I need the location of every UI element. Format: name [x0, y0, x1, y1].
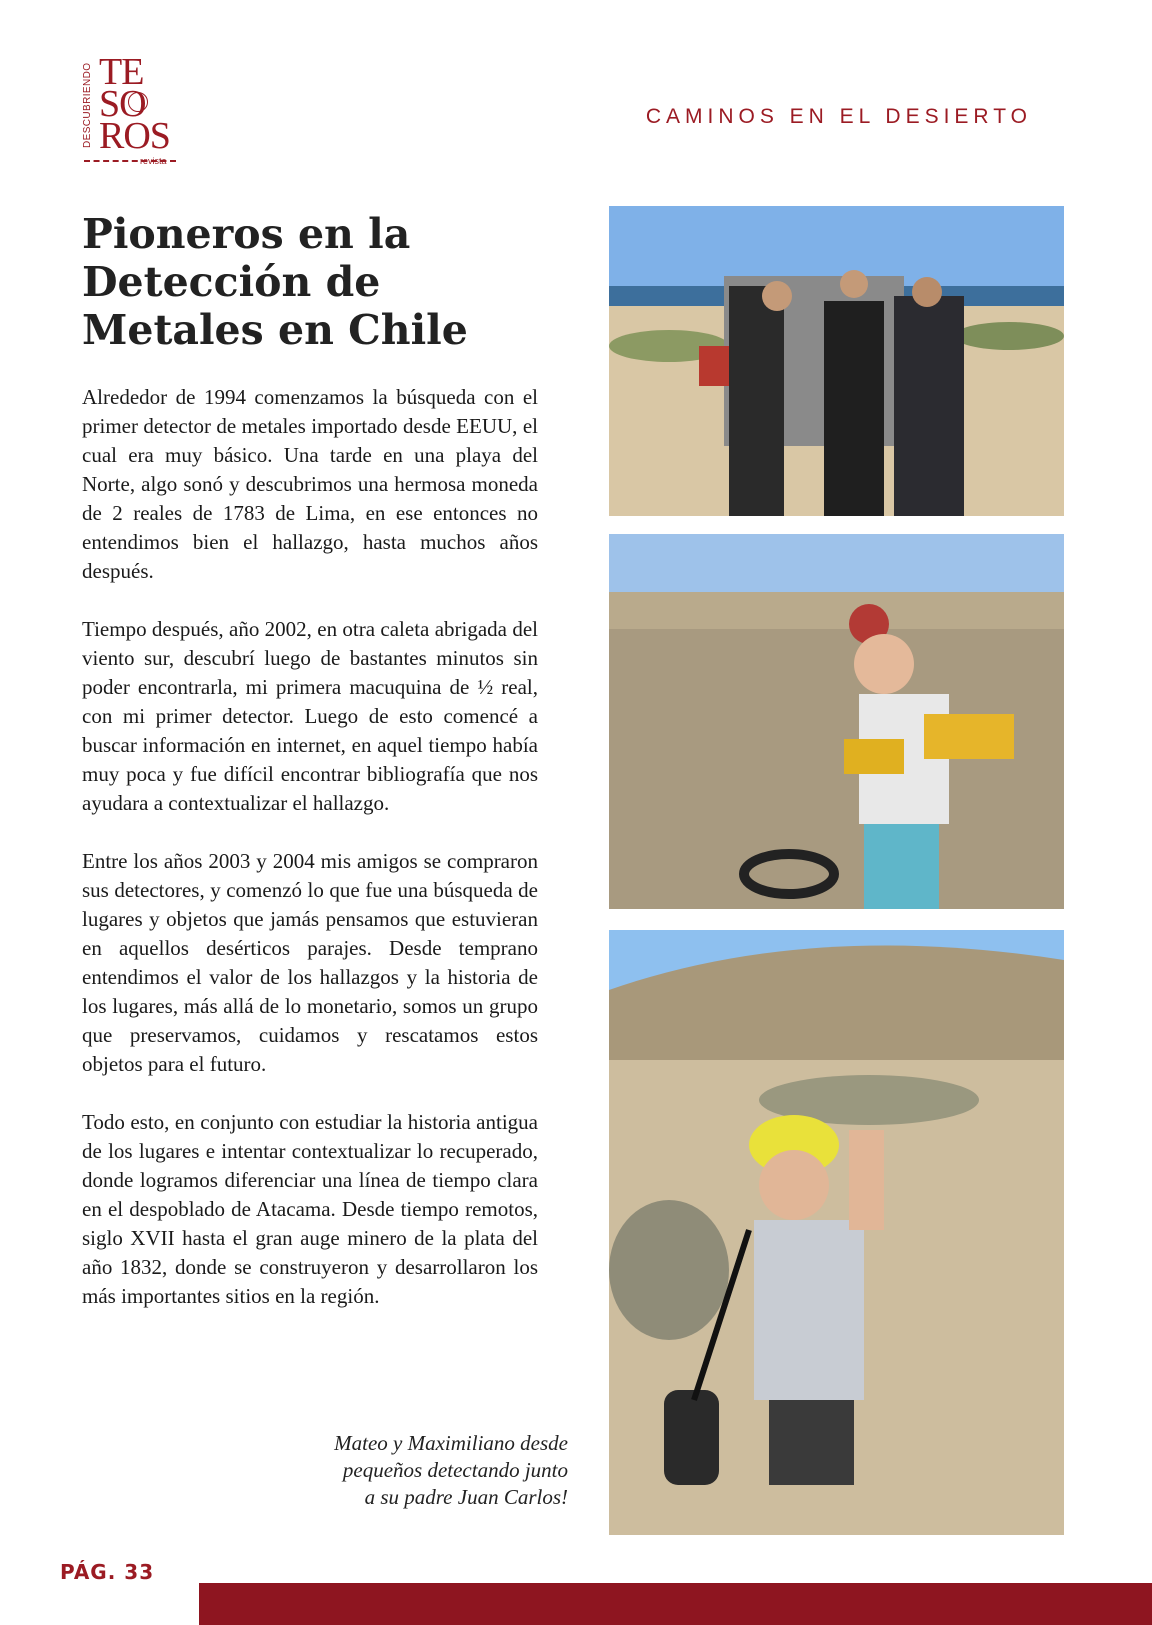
caption-line: a su padre Juan Carlos! [364, 1485, 568, 1509]
paragraph: Tiempo después, año 2002, en otra caleta abrigada del viento sur, descubrí luego de bastantes minutos sin poder encontrarla, mi primera macuquina de ½ real, con mi primer detector. Luego de esto comencé a buscar información en internet, en aquel tiempo había muy poca y fue difícil encontrar bibliografía que nos ayudara a contextualizar el hallazgo. [82, 617, 538, 815]
logo-line-3: ROS [99, 115, 170, 157]
photo-boy-holding-find [609, 930, 1064, 1535]
logo-line-1: TE [99, 51, 144, 93]
photo-men-on-truck [609, 206, 1064, 516]
logo-line-2: SO [99, 83, 146, 125]
magazine-logo [82, 52, 182, 172]
logo-dashed-underline [84, 160, 176, 162]
paragraph: Entre los años 2003 y 2004 mis amigos se compraron sus detectores, y comenzó lo que fue una búsqueda de lugares y objetos que jamás pensamos que estuvieran en aquellos desérticos parajes. Desde temprano entendimos el valor de los hallazgos y la historia de los lugares, más allá de lo monetario, somos un grupo que preservamos, cuidamos y rescatamos estos objetos para el futuro. [82, 849, 538, 1076]
caption-line: pequeños detectando junto [342, 1458, 568, 1482]
paragraph: Todo esto, en conjunto con estudiar la historia antigua de los lugares e intentar contextualizar lo recuperado, donde logramos diferenciar una línea de tiempo clara en el despoblado de Atacama. Desde tiempo remotos, siglo XVII hasta el gran auge minero de la plata del año 1832, donde se construyeron y desarrollaron los más importantes sitios en la región. [82, 1110, 538, 1308]
paragraph: Alrededor de 1994 comenzamos la búsqueda con el primer detector de metales importado desde EEUU, el cual era muy básico. Una tarde en una playa del Norte, algo sonó y descubrimos una hermosa moneda de 2 reales de 1783 de Lima, en ese entonces no entendimos bien el hallazgo, hasta muchos años después. [82, 385, 538, 583]
photo-caption [270, 1430, 568, 1511]
caption-line: Mateo y Maximiliano desde [334, 1431, 568, 1455]
article-body [82, 383, 538, 1340]
logo-vertical-text: DESCUBRIENDO [82, 62, 93, 148]
logo-seal-icon [128, 92, 148, 112]
logo-subtitle: revista [140, 156, 167, 166]
photo-child-with-detector [609, 534, 1064, 909]
footer-bar [199, 1583, 1152, 1625]
section-title: CAMINOS EN EL DESIERTO [645, 105, 1032, 128]
page-number: PÁG. 33 [60, 1560, 155, 1584]
article-title: Pioneros en la Detección de Metales en Chile [82, 210, 468, 354]
